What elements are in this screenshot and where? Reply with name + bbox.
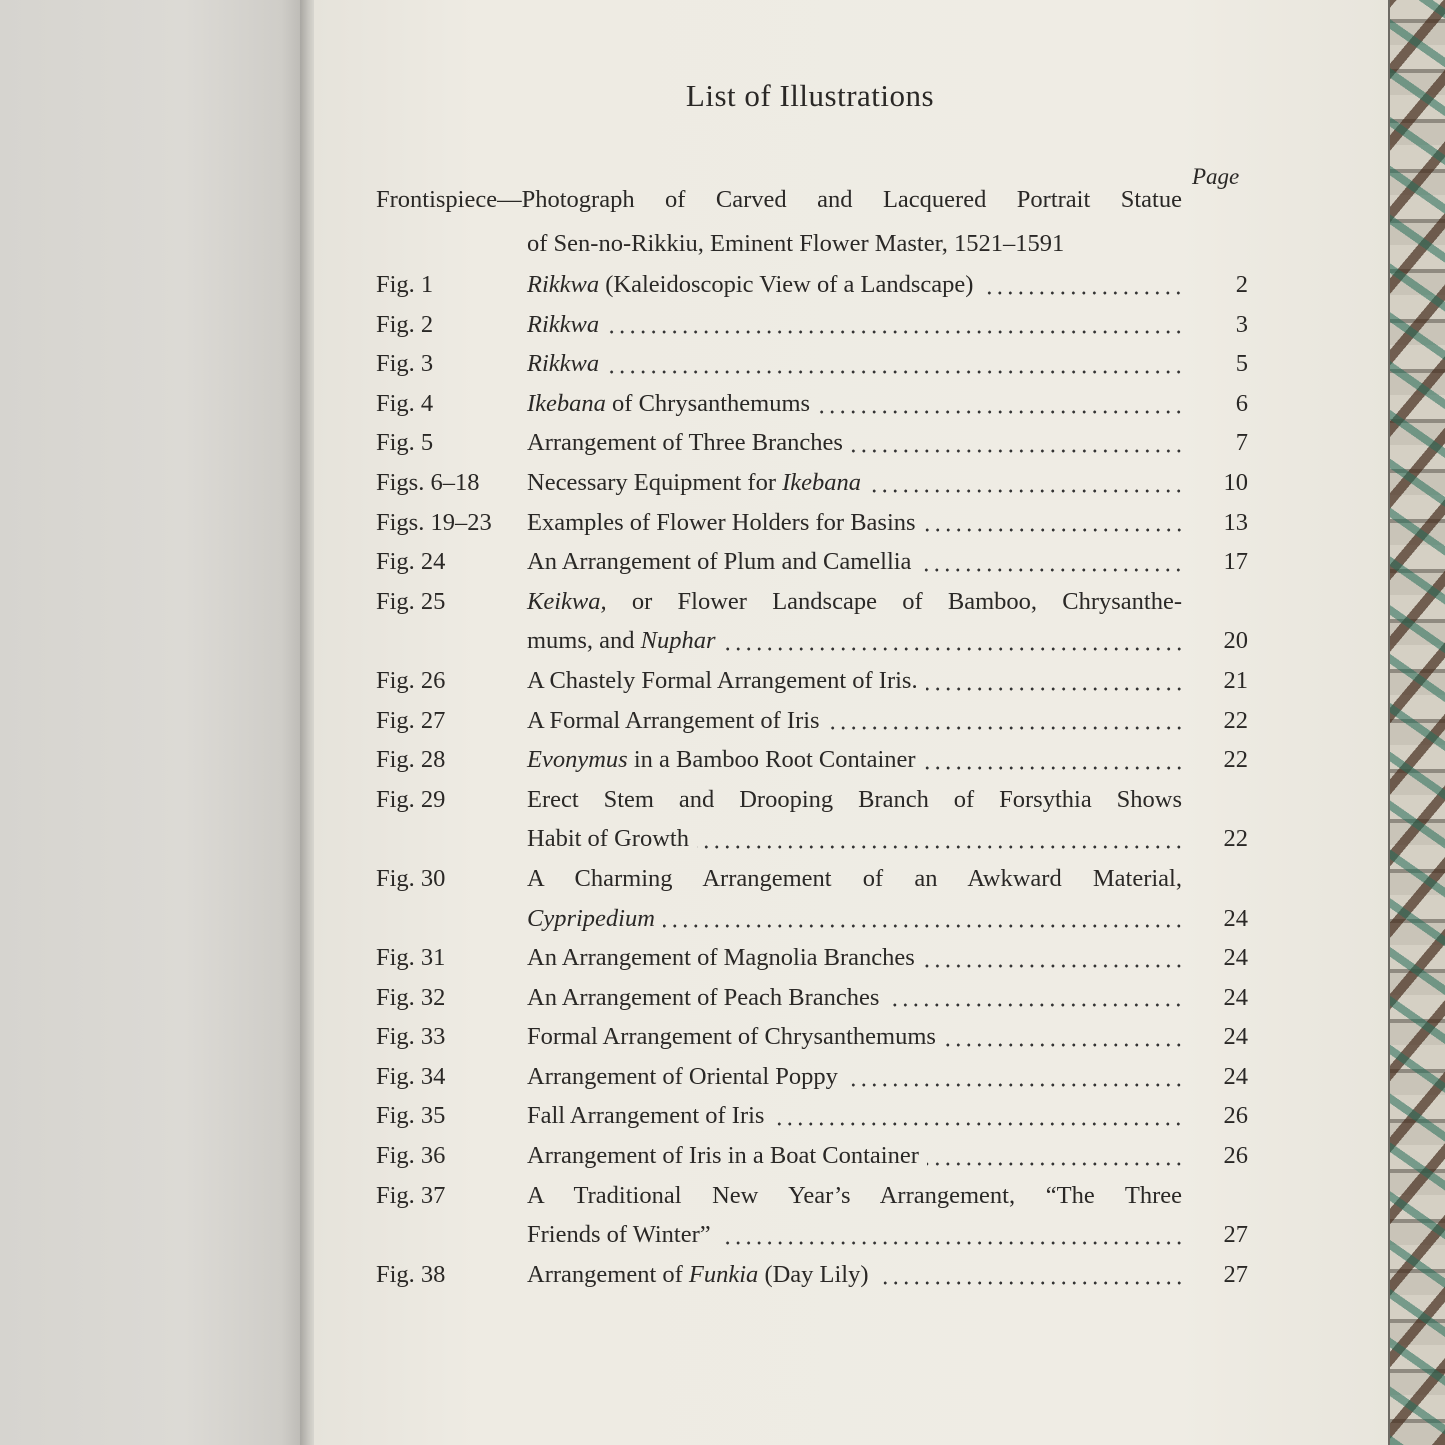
entry-title <box>527 1017 1192 1057</box>
page-number: 27 <box>1223 1221 1248 1249</box>
title-segment: of Chrysanthemums <box>605 389 811 417</box>
entry-title <box>527 1176 1182 1216</box>
dot-leader <box>869 488 1184 494</box>
figure-label: Fig. 37 <box>376 1181 446 1209</box>
page-number: 7 <box>1235 429 1248 457</box>
italic-term: Nuphar <box>640 627 716 655</box>
entry-title <box>527 899 1192 939</box>
dot-leader <box>719 1240 1184 1246</box>
figure-label: Figs. 19–23 <box>376 508 492 536</box>
entry-title-text <box>527 423 843 463</box>
list-item <box>376 423 1248 463</box>
figure-label: Fig. 28 <box>376 746 446 774</box>
list-item <box>376 740 1248 780</box>
entry-title-text <box>527 224 1064 264</box>
entry-title <box>527 1215 1192 1255</box>
page-title: List of Illustrations <box>685 78 935 113</box>
entry-title-text <box>527 542 911 582</box>
figure-label: Fig. 35 <box>376 1102 446 1130</box>
entry-title <box>527 819 1192 859</box>
entry-title <box>527 582 1182 622</box>
entry-title <box>527 1057 1192 1097</box>
page-number: 24 <box>1223 1023 1248 1051</box>
page-number: 6 <box>1235 389 1248 417</box>
dot-leader <box>607 369 1184 375</box>
page-number: 26 <box>1223 1102 1248 1130</box>
figure-label: Fig. 32 <box>376 983 446 1011</box>
figure-label: Fig. 3 <box>376 350 434 378</box>
title-segment: mums, and <box>527 627 641 655</box>
figure-label: Fig. 5 <box>376 429 434 457</box>
entry-title-text <box>527 344 599 384</box>
title-segment: Examples of Flower Holders for Basins <box>527 508 916 536</box>
entry-title <box>527 384 1192 424</box>
title-segment: or Flower Landscape of Bamboo, Chrysanthe- <box>606 587 1182 615</box>
dot-leader <box>887 1002 1184 1008</box>
page-column-heading: Page <box>1192 164 1240 189</box>
title-segment: Fall Arrangement of Iris <box>527 1102 765 1130</box>
figure-label: Fig. 33 <box>376 1023 446 1051</box>
dot-leader <box>828 725 1184 731</box>
entry-title <box>527 1096 1192 1136</box>
italic-term: Keikwa, <box>527 587 607 615</box>
page-number: 20 <box>1223 627 1248 655</box>
entry-title-text <box>527 1255 869 1295</box>
figure-label: Fig. 38 <box>376 1260 446 1288</box>
list-item <box>376 503 1248 543</box>
list-item <box>376 180 1248 224</box>
entry-title <box>527 344 1192 384</box>
list-item-continuation <box>376 621 1248 661</box>
list-item <box>376 463 1248 503</box>
list-item-continuation <box>376 819 1248 859</box>
list-item <box>376 1136 1248 1176</box>
entry-title-text <box>527 621 716 661</box>
dot-leader <box>924 765 1184 771</box>
entry-title-text <box>527 740 916 780</box>
list-item <box>376 859 1248 899</box>
title-segment: (Day Lily) <box>758 1260 869 1288</box>
entry-title-text <box>527 1136 919 1176</box>
title-segment: Frontispiece—Photograph of Carved and Lacquered Portrait Statue <box>376 186 1182 213</box>
title-segment: in a Bamboo Root Container <box>627 746 916 774</box>
entry-title-text <box>527 780 1182 820</box>
dot-leader <box>724 646 1184 652</box>
list-item-continuation <box>376 899 1248 939</box>
entry-title <box>527 265 1192 305</box>
dot-leader <box>981 290 1184 296</box>
figure-label: Fig. 29 <box>376 785 446 813</box>
list-item <box>376 978 1248 1018</box>
dot-leader <box>846 1082 1184 1088</box>
entry-title <box>527 305 1192 345</box>
list-item <box>376 661 1248 701</box>
entry-title-text <box>527 582 1182 622</box>
entry-title <box>527 1255 1192 1295</box>
list-item <box>376 582 1248 622</box>
entry-title <box>527 938 1192 978</box>
dot-leader <box>919 567 1184 573</box>
title-segment: Erect Stem and Drooping Branch of Forsythia Shows <box>527 785 1182 813</box>
list-item-continuation <box>376 224 1248 265</box>
italic-term: Rikkwa <box>527 271 600 298</box>
list-item <box>376 542 1248 582</box>
list-item <box>376 265 1248 305</box>
entry-title <box>527 978 1192 1018</box>
figure-label: Fig. 1 <box>376 271 434 298</box>
page-number: 22 <box>1223 706 1248 734</box>
title-segment: of Sen-no-Rikkiu, Eminent Flower Master, 1521–1591 <box>527 230 1065 257</box>
figure-label: Fig. 27 <box>376 706 446 734</box>
figure-label: Fig. 2 <box>376 310 434 338</box>
entry-title-text <box>527 1057 838 1097</box>
entry-title <box>527 463 1192 503</box>
figure-label: Fig. 34 <box>376 1062 446 1090</box>
entry-title-text <box>527 384 810 424</box>
page-number: 5 <box>1235 350 1248 378</box>
page-number: 24 <box>1223 983 1248 1011</box>
page-number: 24 <box>1223 904 1248 932</box>
entry-title <box>527 701 1192 741</box>
page-number: 26 <box>1223 1142 1248 1170</box>
entry-title <box>527 224 1064 264</box>
entry-title <box>527 542 1192 582</box>
title-segment: Arrangement of Oriental Poppy <box>527 1062 838 1090</box>
page-number: 24 <box>1223 944 1248 972</box>
italic-term: Evonymus <box>527 746 628 774</box>
entry-title-text <box>527 701 820 741</box>
italic-term: Funkia <box>688 1260 759 1288</box>
title-segment: Arrangement of Three Branches <box>527 429 843 457</box>
page-number: 22 <box>1223 746 1248 774</box>
figure-label: Figs. 6–18 <box>376 468 480 496</box>
entry-title <box>527 859 1182 899</box>
list-item <box>376 780 1248 820</box>
entry-title-text <box>376 180 1182 220</box>
list-item <box>376 938 1248 978</box>
entry-title <box>527 621 1192 661</box>
patterned-fabric-background <box>1390 0 1445 1445</box>
list-item <box>376 1176 1248 1216</box>
entry-title <box>527 780 1182 820</box>
entry-title-text <box>527 1017 936 1057</box>
dot-leader <box>877 1280 1184 1286</box>
page-number: 13 <box>1223 508 1248 536</box>
entry-title-text <box>527 503 916 543</box>
page-number: 10 <box>1223 468 1248 496</box>
figure-label: Fig. 26 <box>376 666 446 694</box>
list-item <box>376 701 1248 741</box>
list-item <box>376 384 1248 424</box>
entry-title-text <box>527 1176 1182 1216</box>
illustrations-list <box>376 180 1248 1294</box>
entry-title-text <box>527 859 1182 899</box>
entry-title <box>527 1136 1192 1176</box>
entry-title-text <box>527 305 599 345</box>
figure-label: Fig. 30 <box>376 864 446 892</box>
title-segment: Necessary Equipment for <box>527 468 783 496</box>
figure-label: Fig. 4 <box>376 389 434 417</box>
dot-leader <box>944 1042 1184 1048</box>
entry-title <box>527 740 1192 780</box>
page-number: 22 <box>1223 825 1248 853</box>
figure-label: Fig. 24 <box>376 548 446 576</box>
entry-title <box>527 661 1192 701</box>
title-segment: (Kaleidoscopic View of a Landscape) <box>599 271 974 298</box>
list-item-continuation <box>376 1215 1248 1255</box>
entry-title-text <box>527 265 973 305</box>
italic-term: Ikebana <box>527 389 606 417</box>
italic-term: Rikkwa <box>527 310 600 338</box>
title-segment: Friends of Winter” <box>527 1221 711 1249</box>
title-segment: An Arrangement of Peach Branches <box>527 983 880 1011</box>
entry-title <box>527 503 1192 543</box>
entry-title <box>527 423 1192 463</box>
dot-leader <box>923 963 1184 969</box>
title-segment: A Chastely Formal Arrangement of Iris. <box>527 666 918 694</box>
italic-term: Rikkwa <box>527 350 600 378</box>
title-segment: Arrangement of <box>527 1260 689 1288</box>
entry-title-text <box>527 661 918 701</box>
figure-label: Fig. 25 <box>376 587 446 615</box>
dot-leader <box>927 1161 1184 1167</box>
page-number: 27 <box>1223 1260 1248 1288</box>
page-number: 3 <box>1235 310 1248 338</box>
entry-title-text <box>527 938 915 978</box>
page-number: 2 <box>1235 271 1248 298</box>
dot-leader <box>851 448 1184 454</box>
entry-title-text <box>527 463 861 503</box>
title-segment: Arrangement of Iris in a Boat Container <box>527 1142 919 1170</box>
page-number: 21 <box>1223 666 1248 694</box>
dot-leader <box>607 329 1184 335</box>
list-item <box>376 1057 1248 1097</box>
title-segment: A Traditional New Year’s Arrangement, “The Three <box>527 1181 1182 1209</box>
figure-label: Fig. 36 <box>376 1142 446 1170</box>
entry-title-text <box>527 899 655 939</box>
page-number: 24 <box>1223 1062 1248 1090</box>
italic-term: Ikebana <box>782 468 862 496</box>
list-item <box>376 1255 1248 1295</box>
page-number: 17 <box>1223 548 1248 576</box>
title-segment: A Charming Arrangement of an Awkward Material, <box>527 864 1182 892</box>
title-segment: Formal Arrangement of Chrysanthemums <box>527 1023 936 1051</box>
entry-title-text <box>527 1215 711 1255</box>
list-item <box>376 305 1248 345</box>
left-page <box>0 0 306 1445</box>
dot-leader <box>663 923 1184 929</box>
list-item <box>376 1017 1248 1057</box>
dot-leader <box>926 686 1184 692</box>
title-segment: An Arrangement of Plum and Camellia <box>527 548 912 576</box>
entry-title <box>376 180 1182 220</box>
title-segment: An Arrangement of Magnolia Branches <box>527 944 915 972</box>
italic-term: Cypripedium <box>527 904 655 932</box>
dot-leader <box>772 1121 1184 1127</box>
title-segment: A Formal Arrangement of Iris <box>527 706 820 734</box>
list-item <box>376 344 1248 384</box>
entry-title-text <box>527 819 689 859</box>
list-item <box>376 1096 1248 1136</box>
dot-leader <box>924 527 1184 533</box>
title-segment: Habit of Growth <box>527 825 689 853</box>
dot-leader <box>697 844 1184 850</box>
entry-title-text <box>527 1096 764 1136</box>
figure-label: Fig. 31 <box>376 944 446 972</box>
entry-title-text <box>527 978 879 1018</box>
dot-leader <box>818 409 1184 415</box>
